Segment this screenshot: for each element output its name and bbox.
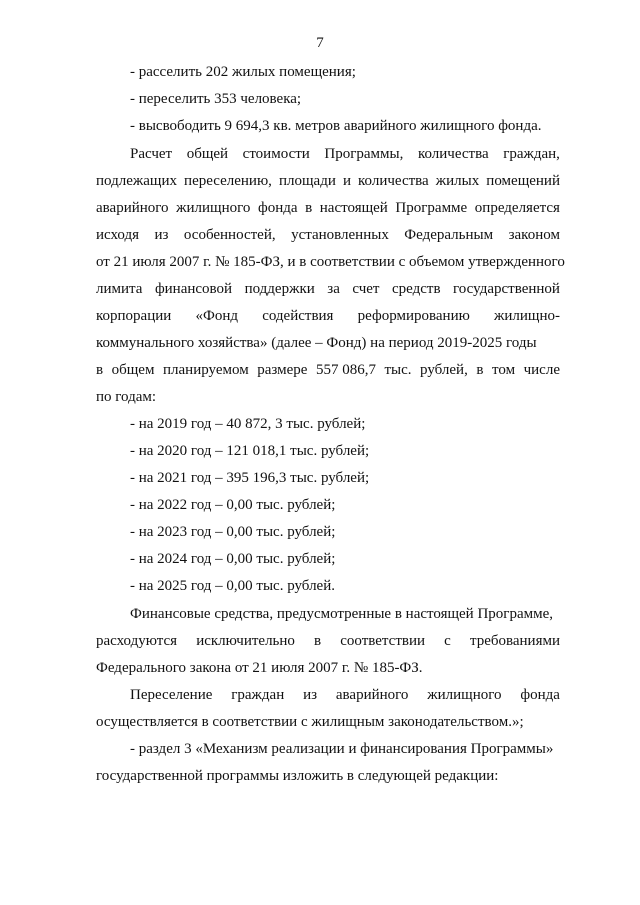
list-item: - на 2019 год – 40 872, 3 тыс. рублей;	[130, 416, 366, 432]
word: стоимости	[242, 146, 310, 162]
word: в	[305, 200, 313, 216]
word: Программы,	[324, 146, 404, 162]
word: поддержки	[244, 281, 315, 297]
paragraph-line	[96, 361, 560, 379]
word: коммунального хозяйства» (далее – Фонд) на период 2019-2025 годы	[96, 335, 537, 351]
list-item: - на 2025 год – 0,00 тыс. рублей.	[130, 578, 335, 594]
word: из	[154, 227, 169, 243]
word: содействия	[262, 308, 334, 324]
word: от 21 июля 2007 г. № 185-ФЗ, и в соответствии с объемом утвержденного	[96, 254, 565, 270]
word: особенностей,	[183, 227, 276, 243]
word: корпорации	[96, 308, 172, 324]
paragraph-line	[96, 199, 560, 217]
word: Программе	[395, 200, 468, 216]
word: в	[476, 362, 484, 378]
paragraph-line	[96, 280, 560, 298]
word: «Фонд	[195, 308, 238, 324]
word: определяется	[474, 200, 560, 216]
paragraph-line	[96, 307, 560, 325]
word: средств	[391, 281, 441, 297]
paragraph-line	[130, 686, 560, 704]
paragraph-line: Финансовые средства, предусмотренные в настоящей Программе,	[130, 606, 553, 622]
list-item: - на 2020 год – 121 018,1 тыс. рублей;	[130, 443, 370, 459]
list-item: - переселить 353 человека;	[130, 91, 302, 107]
list-item: - на 2024 год – 0,00 тыс. рублей;	[130, 551, 336, 567]
word: граждан	[231, 687, 285, 703]
word: числе	[523, 362, 560, 378]
word: за	[327, 281, 340, 297]
word: государственной	[453, 281, 560, 297]
word: жилищного	[427, 687, 502, 703]
paragraph-line: осуществляется в соответствии с жилищным законодательством.»;	[96, 714, 524, 730]
paragraph-line: Федерального закона от 21 июля 2007 г. № 185-ФЗ.	[96, 660, 423, 676]
word: жилых	[435, 173, 480, 189]
list-item: - высвободить 9 694,3 кв. метров аварийного жилищного фонда.	[130, 118, 542, 134]
word: исходя	[96, 227, 140, 243]
word: подлежащих	[96, 173, 177, 189]
word: общем	[111, 362, 155, 378]
word: площади	[278, 173, 336, 189]
word: размере	[257, 362, 308, 378]
word: из	[303, 687, 318, 703]
paragraph-line: по годам:	[96, 389, 157, 405]
word: помещений	[486, 173, 560, 189]
word: Федеральным	[404, 227, 494, 243]
word: и	[342, 173, 351, 189]
page-number: 7	[316, 35, 324, 51]
list-item: - расселить 202 жилых помещения;	[130, 64, 356, 80]
word: общей	[186, 146, 229, 162]
word: количества	[358, 173, 429, 189]
word: Переселение	[130, 687, 213, 703]
word: фонда	[520, 687, 560, 703]
word: Расчет	[130, 146, 173, 162]
list-item: - на 2022 год – 0,00 тыс. рублей;	[130, 497, 336, 513]
word: рублей,	[420, 362, 468, 378]
paragraph-line	[96, 334, 560, 352]
word: планируемом	[163, 362, 249, 378]
word: количества	[417, 146, 489, 162]
word: соответствии	[340, 633, 426, 649]
paragraph-line	[96, 172, 560, 190]
word: в	[96, 362, 104, 378]
word: финансовой	[154, 281, 233, 297]
word: исключительно	[196, 633, 295, 649]
word: законом	[508, 227, 560, 243]
word: с	[444, 633, 451, 649]
paragraph-line	[130, 145, 560, 163]
word: жилищного	[176, 200, 251, 216]
word: том	[492, 362, 516, 378]
word: фонда	[257, 200, 298, 216]
word: переселению,	[184, 173, 272, 189]
word: лимита	[96, 281, 143, 297]
list-item: - на 2021 год – 395 196,3 тыс. рублей;	[130, 470, 370, 486]
word: установленных	[291, 227, 389, 243]
word: требованиями	[469, 633, 560, 649]
word: настоящей	[319, 200, 388, 216]
word: аварийного	[335, 687, 409, 703]
paragraph-line	[96, 226, 560, 244]
paragraph-line	[96, 253, 565, 271]
paragraph-line: государственной программы изложить в следующей редакции:	[96, 768, 499, 784]
word: реформированию	[357, 308, 470, 324]
word: счет	[352, 281, 380, 297]
paragraph-line: - раздел 3 «Механизм реализации и финансирования Программы»	[130, 741, 554, 757]
word: в	[314, 633, 322, 649]
word: расходуются	[96, 633, 178, 649]
word: жилищно-	[493, 308, 560, 324]
word: аварийного	[96, 200, 169, 216]
word: граждан,	[503, 146, 560, 162]
list-item: - на 2023 год – 0,00 тыс. рублей;	[130, 524, 336, 540]
paragraph-line	[96, 632, 560, 650]
word: 557 086,7	[315, 362, 376, 378]
word: тыс.	[384, 362, 412, 378]
